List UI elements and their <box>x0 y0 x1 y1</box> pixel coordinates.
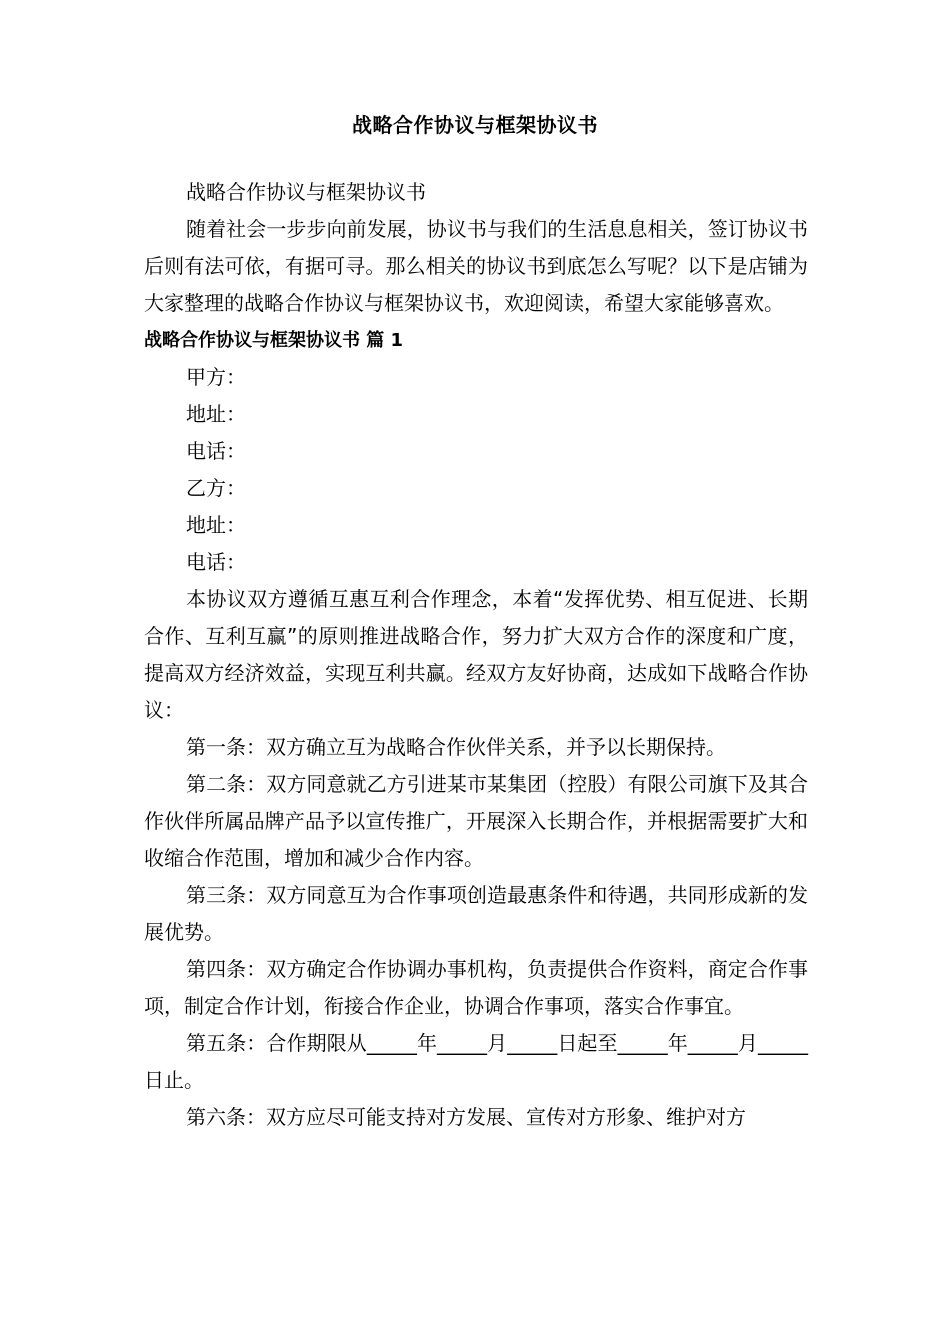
article-paragraph: 第六条：双方应尽可能支持对方发展、宣传对方形象、维护对方 <box>186 1105 746 1129</box>
preamble-paragraph: 本协议双方遵循互惠互利合作理念，本着“发挥优势、相互促进、长期合作、互利互赢”的原则推进战略合作，努力扩大双方合作的深度和广度，提高双方经济效益，实现互利共赢。经双方友好协商，达成如下战略合作协议： <box>144 587 808 722</box>
article-paragraph: 第四条：双方确定合作协调办事机构，负责提供合作资料，商定合作事项，制定合作计划，衔接合作企业，协调合作事项，落实合作事宜。 <box>144 957 808 1018</box>
section-heading: 战略合作协议与框架协议书 篇 1 <box>144 330 404 351</box>
article-paragraph: 第一条：双方确立互为战略合作伙伴关系，并予以长期保持。 <box>186 735 726 759</box>
party-field: 乙方： <box>186 476 246 500</box>
document-body <box>144 174 808 1136</box>
party-field: 地址： <box>186 513 246 537</box>
intro-paragraph: 战略合作协议与框架协议书 <box>186 180 426 204</box>
article-paragraph: 第五条：合作期限从_____年_____月_____日起至_____年_____月_____日止。 <box>144 1031 808 1092</box>
party-field: 电话： <box>186 550 246 574</box>
party-field: 甲方： <box>186 365 246 389</box>
document-title: 战略合作协议与框架协议书 <box>352 113 598 137</box>
party-field: 地址： <box>186 402 246 426</box>
article-paragraph: 第三条：双方同意互为合作事项创造最惠条件和待遇，共同形成新的发展优势。 <box>144 883 808 944</box>
intro-paragraph: 随着社会一步步向前发展，协议书与我们的生活息息相关，签订协议书后则有法可依，有据可寻。那么相关的协议书到底怎么写呢？以下是店铺为大家整理的战略合作协议与框架协议书，欢迎阅读，希望大家能够喜欢。 <box>144 217 808 315</box>
article-paragraph: 第二条：双方同意就乙方引进某市某集团（控股）有限公司旗下及其合作伙伴所属品牌产品予以宣传推广，开展深入长期合作，并根据需要扩大和收缩合作范围，增加和减少合作内容。 <box>144 772 808 870</box>
party-field: 电话： <box>186 439 246 463</box>
